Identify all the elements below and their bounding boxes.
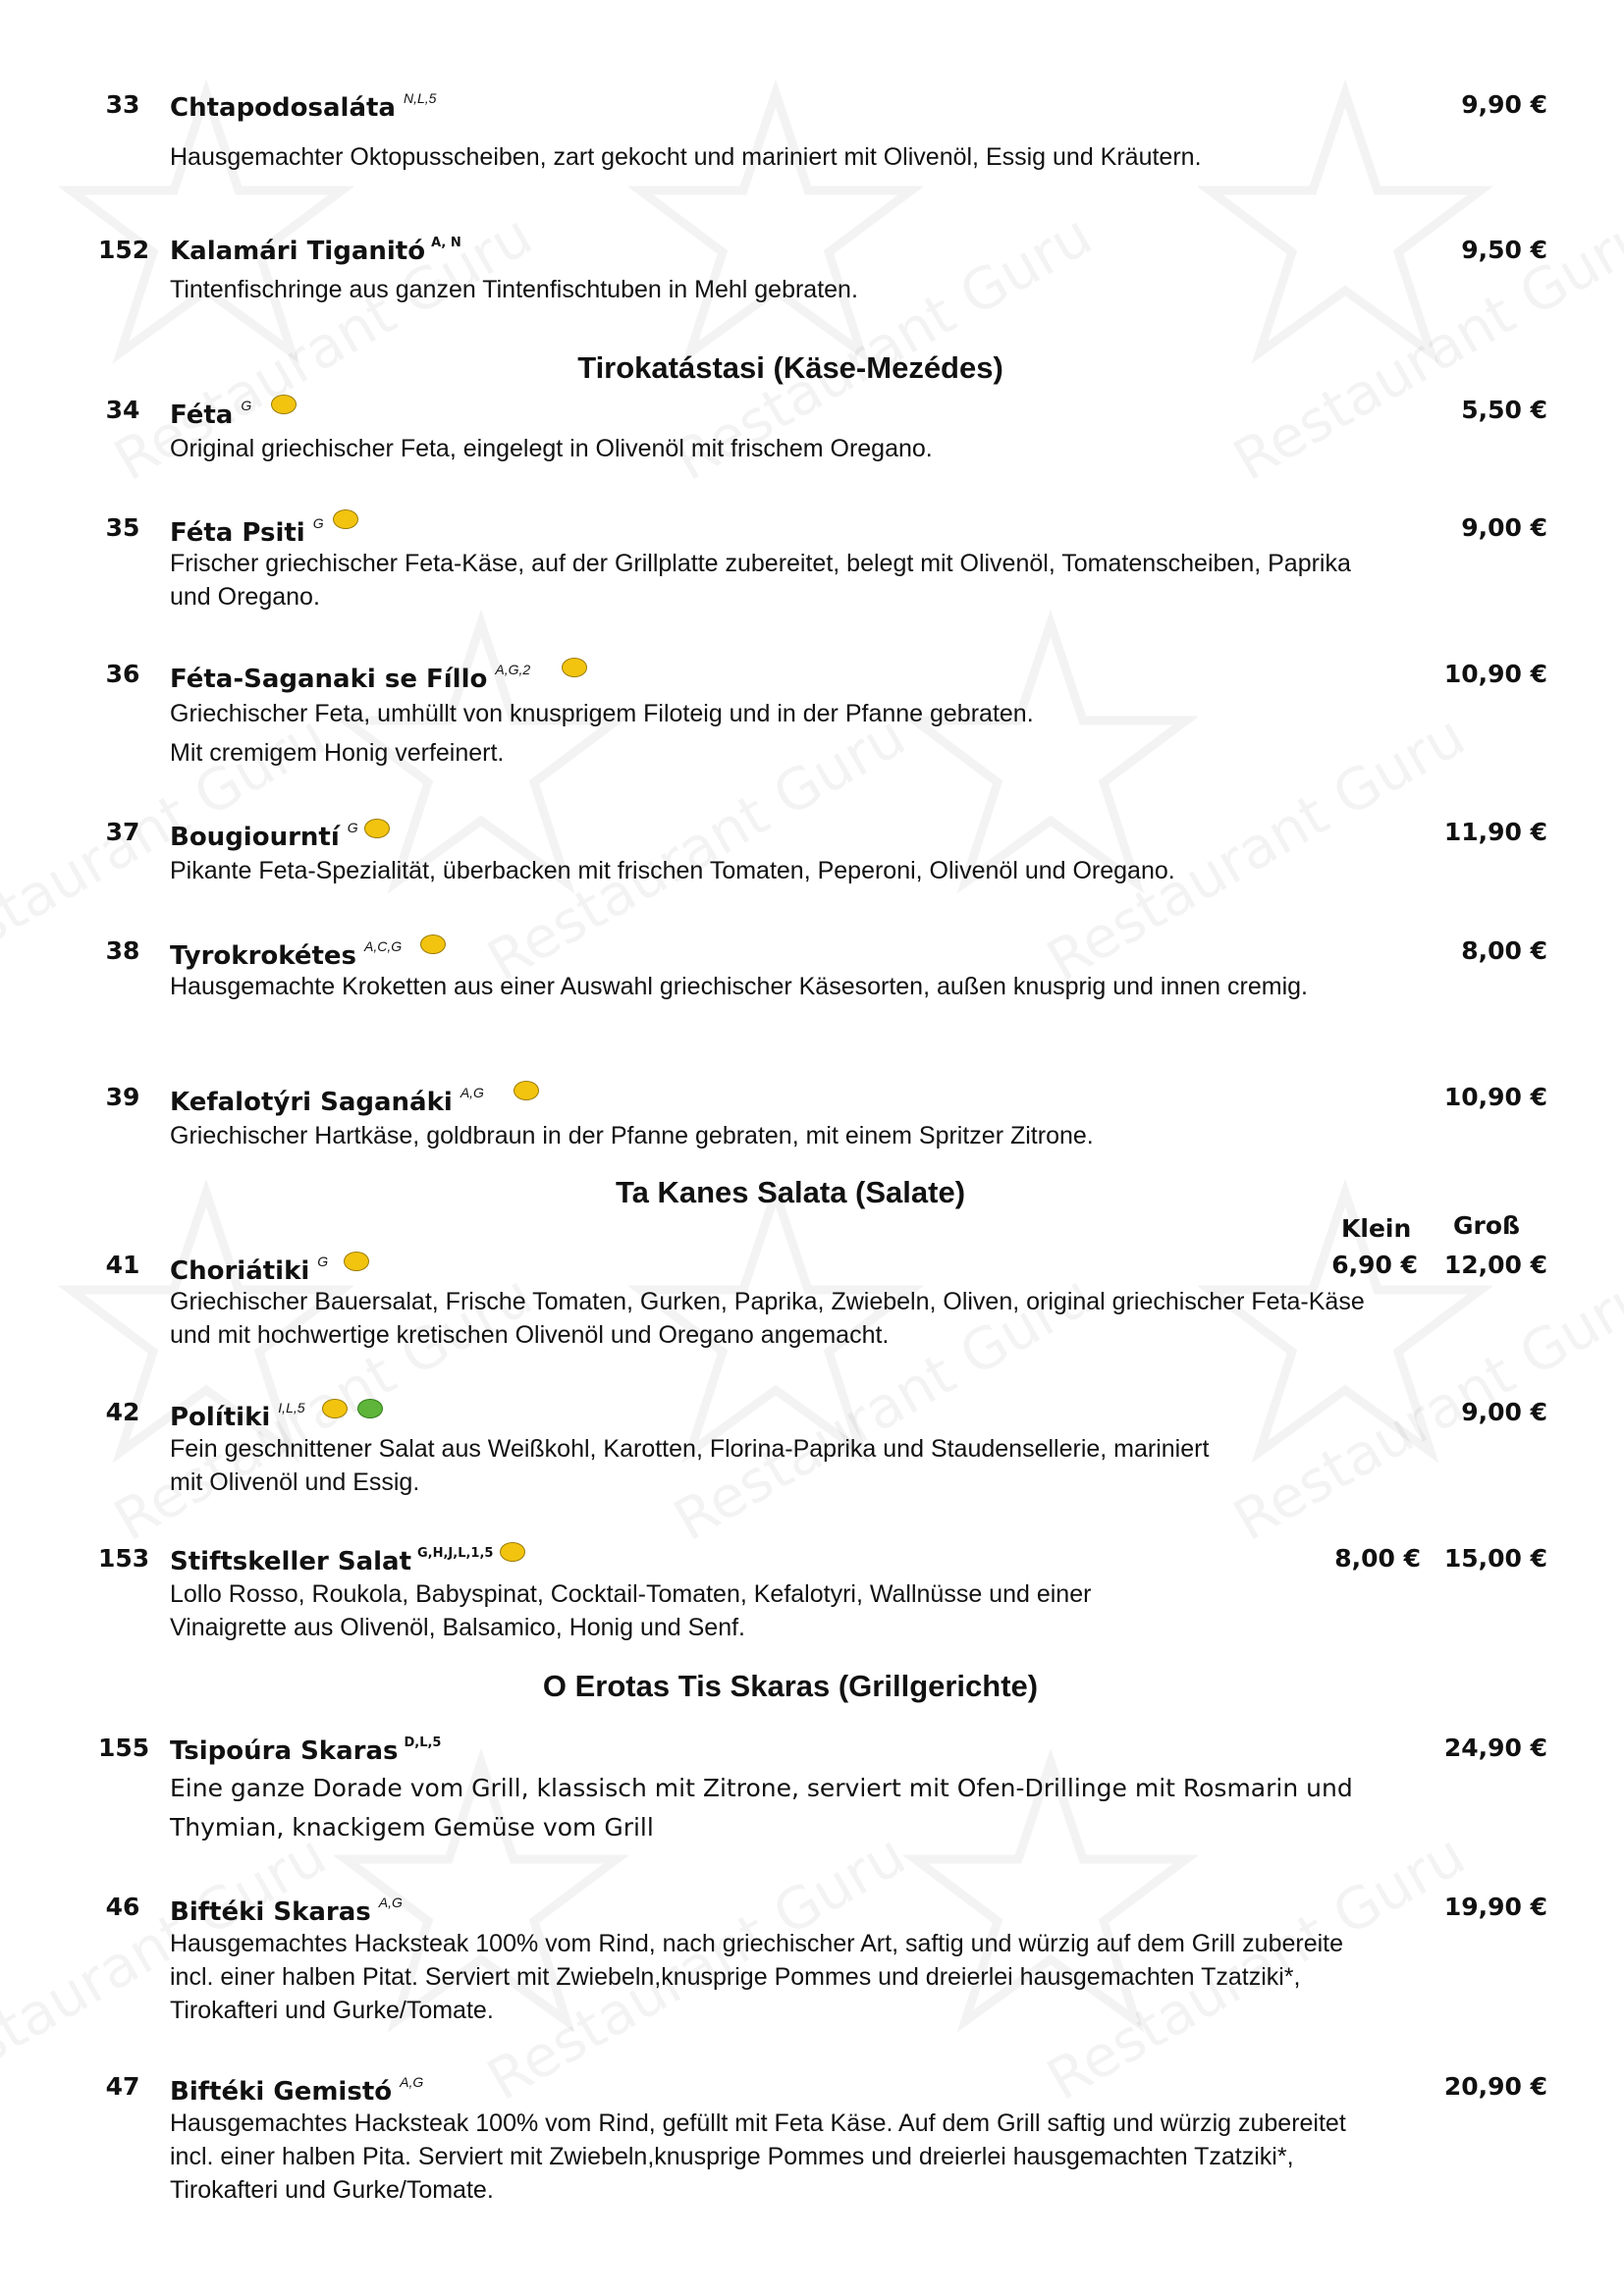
item-description: Hausgemachter Oktopusscheiben, zart gekocht und mariniert mit Olivenöl, Essig und Kräutern. xyxy=(170,143,1202,171)
item-price: 5,50 € xyxy=(1461,396,1547,424)
item-name xyxy=(170,236,461,266)
item-number: 46 xyxy=(105,1893,140,1921)
item-name-text: Chtapodosaláta xyxy=(170,93,396,123)
item-price: 10,90 € xyxy=(1443,660,1547,688)
marker-dot-icon xyxy=(500,1542,525,1562)
item-number: 47 xyxy=(105,2072,140,2101)
item-price: 9,00 € xyxy=(1461,1398,1547,1426)
item-price: 12,00 € xyxy=(1443,1251,1547,1279)
item-name xyxy=(170,1400,305,1432)
item-number: 152 xyxy=(98,236,150,264)
item-name-text: Féta xyxy=(170,400,234,430)
item-allergens: A, N xyxy=(431,236,461,250)
item-price: 8,00 € xyxy=(1461,936,1547,965)
item-price: 11,90 € xyxy=(1443,818,1547,846)
item-name-text: Tsipoúra Skaras xyxy=(170,1736,399,1766)
item-allergens: I,L,5 xyxy=(278,1400,305,1415)
item-price-small: 6,90 € xyxy=(1331,1251,1418,1279)
item-allergens: G xyxy=(241,398,252,413)
item-name xyxy=(170,938,402,971)
item-name-text: Polítiki xyxy=(170,1403,271,1432)
item-number: 42 xyxy=(105,1398,140,1426)
item-number: 33 xyxy=(105,90,140,119)
column-header-small: Klein xyxy=(1341,1214,1412,1243)
item-price-small: 8,00 € xyxy=(1334,1544,1421,1573)
item-description: Tintenfischringe aus ganzen Tintenfischtuben in Mehl gebraten. xyxy=(170,276,858,303)
item-allergens: A,G xyxy=(400,2074,424,2090)
marker-dot-icon xyxy=(364,819,390,838)
item-number: 37 xyxy=(105,818,140,846)
item-allergens: A,G xyxy=(378,1895,403,1910)
item-number: 38 xyxy=(105,936,140,965)
item-name xyxy=(170,1085,484,1117)
item-description: Fein geschnittener Salat aus Weißkohl, Karotten, Florina-Paprika und Staudensellerie, mariniert mit Olivenöl und Essig. xyxy=(170,1435,1210,1496)
item-name xyxy=(170,398,251,430)
item-name xyxy=(170,2074,423,2107)
watermark-star-icon xyxy=(1198,79,1492,373)
item-description: Lollo Rosso, Roukola, Babyspinat, Cocktail-Tomaten, Kefalotyri, Wallnüsse und einer Vinaigrette aus Olivenöl, Balsamico, Honig und Senf. xyxy=(170,1580,1092,1641)
marker-dot-icon xyxy=(322,1399,348,1418)
item-allergens: N,L,5 xyxy=(403,90,437,106)
item-description: Griechischer Bauersalat, Frische Tomaten, Gurken, Paprika, Zwiebeln, Oliven, original griechischer Feta-Käse und mit hochwertige kretischen Olivenöl und Oregano angemacht. xyxy=(170,1288,1365,1349)
item-allergens: G xyxy=(347,820,358,835)
item-number: 155 xyxy=(98,1734,150,1762)
item-allergens: A,G xyxy=(460,1085,484,1100)
section-heading: Ta Kanes Salata (Salate) xyxy=(615,1175,966,1209)
item-allergens: G xyxy=(317,1254,329,1269)
item-price: 9,90 € xyxy=(1461,90,1547,119)
item-description: Eine ganze Dorade vom Grill, klassisch mit Zitrone, serviert mit Ofen-Drillinge mit Rosmarin und Thymian, knackigem Gemüse vom Grill xyxy=(170,1774,1353,1842)
item-number: 39 xyxy=(105,1083,140,1111)
marker-dot-green-icon xyxy=(357,1399,383,1418)
item-number: 34 xyxy=(105,396,140,424)
item-allergens: D,L,5 xyxy=(404,1735,442,1750)
item-name-text: Biftéki Skaras xyxy=(170,1897,371,1927)
item-name-text: Stiftskeller Salat xyxy=(170,1547,411,1576)
item-number: 35 xyxy=(105,513,140,542)
item-description: Hausgemachtes Hacksteak 100% vom Rind, nach griechischer Art, saftig und würzig auf dem Grill zubereite incl. einer halben Pitat. Serviert mit Zwiebeln,knusprige Pommes und dreierlei hausgemachten Tzatziki*, Tirokafteri und Gurke/Tomate. xyxy=(170,1930,1344,2024)
item-description: Pikante Feta-Spezialität, überbacken mit frischen Tomaten, Peperoni, Olivenöl und Oregano. xyxy=(170,857,1175,884)
watermark-star-icon xyxy=(628,79,923,373)
item-description-extra: Mit cremigem Honig verfeinert. xyxy=(170,739,505,767)
watermark-star-icon xyxy=(59,79,353,373)
item-description: Griechischer Hartkäse, goldbraun in der Pfanne gebraten, mit einem Spritzer Zitrone. xyxy=(170,1122,1094,1149)
item-name-text: Féta-Saganaki se Fíllo xyxy=(170,665,488,694)
marker-dot-icon xyxy=(344,1252,369,1271)
item-name xyxy=(170,1254,328,1286)
item-description: Original griechischer Feta, eingelegt in Olivenöl mit frischem Oregano. xyxy=(170,435,933,462)
item-price: 24,90 € xyxy=(1443,1734,1547,1762)
item-name-text: Biftéki Gemistó xyxy=(170,2077,393,2107)
item-allergens: A,G,2 xyxy=(495,662,531,677)
item-name xyxy=(170,1735,441,1766)
item-price: 10,90 € xyxy=(1443,1083,1547,1111)
marker-dot-icon xyxy=(420,934,446,954)
item-description: Griechischer Feta, umhüllt von knusprigem Filoteig und in der Pfanne gebraten. xyxy=(170,700,1034,727)
item-price: 9,00 € xyxy=(1461,513,1547,542)
item-number: 41 xyxy=(105,1251,140,1279)
item-price: 19,90 € xyxy=(1443,1893,1547,1921)
item-name-text: Tyrokrokétes xyxy=(170,941,357,971)
item-name-text: Kefalotýri Saganáki xyxy=(170,1088,453,1117)
marker-dot-icon xyxy=(562,658,587,677)
item-name xyxy=(170,515,324,548)
marker-dot-icon xyxy=(514,1081,539,1100)
marker-dot-icon xyxy=(271,395,297,414)
item-name xyxy=(170,90,436,123)
section-heading: O Erotas Tis Skaras (Grillgerichte) xyxy=(542,1669,1039,1703)
item-name-text: Féta Psiti xyxy=(170,518,305,548)
item-description: Hausgemachtes Hacksteak 100% vom Rind, gefüllt mit Feta Käse. Auf dem Grill saftig und würzig zubereitet incl. einer halben Pita. Serviert mit Zwiebeln,knusprige Pommes und dreierlei hausgemachten Tzatziki*, Tirokafteri und Gurke/Tomate. xyxy=(170,2109,1346,2204)
item-description: Frischer griechischer Feta-Käse, auf der Grillplatte zubereitet, belegt mit Olivenöl, Tomatenscheiben, Paprika und Oregano. xyxy=(170,550,1351,611)
marker-dot-icon xyxy=(333,509,358,529)
item-price: 20,90 € xyxy=(1443,2072,1547,2101)
item-allergens: G xyxy=(312,515,324,531)
item-name-text: Bougiourntí xyxy=(170,823,340,852)
item-number: 36 xyxy=(105,660,140,688)
item-name-text: Choriátiki xyxy=(170,1256,310,1286)
item-allergens: A,C,G xyxy=(364,938,403,954)
item-name xyxy=(170,820,358,852)
column-header-large: Groß xyxy=(1453,1211,1521,1240)
item-price: 9,50 € xyxy=(1461,236,1547,264)
item-number: 153 xyxy=(98,1544,150,1573)
item-name xyxy=(170,662,530,694)
section-heading: Tirokatástasi (Käse-Mezédes) xyxy=(577,350,1003,385)
item-description: Hausgemachte Kroketten aus einer Auswahl griechischer Käsesorten, außen knusprig und innen cremig. xyxy=(170,973,1308,1000)
item-name-text: Kalamári Tiganitó xyxy=(170,237,426,266)
item-price: 15,00 € xyxy=(1443,1544,1547,1573)
item-name xyxy=(170,1546,493,1576)
item-name xyxy=(170,1895,403,1927)
item-allergens: G,H,J,L,1,5 xyxy=(417,1546,494,1561)
